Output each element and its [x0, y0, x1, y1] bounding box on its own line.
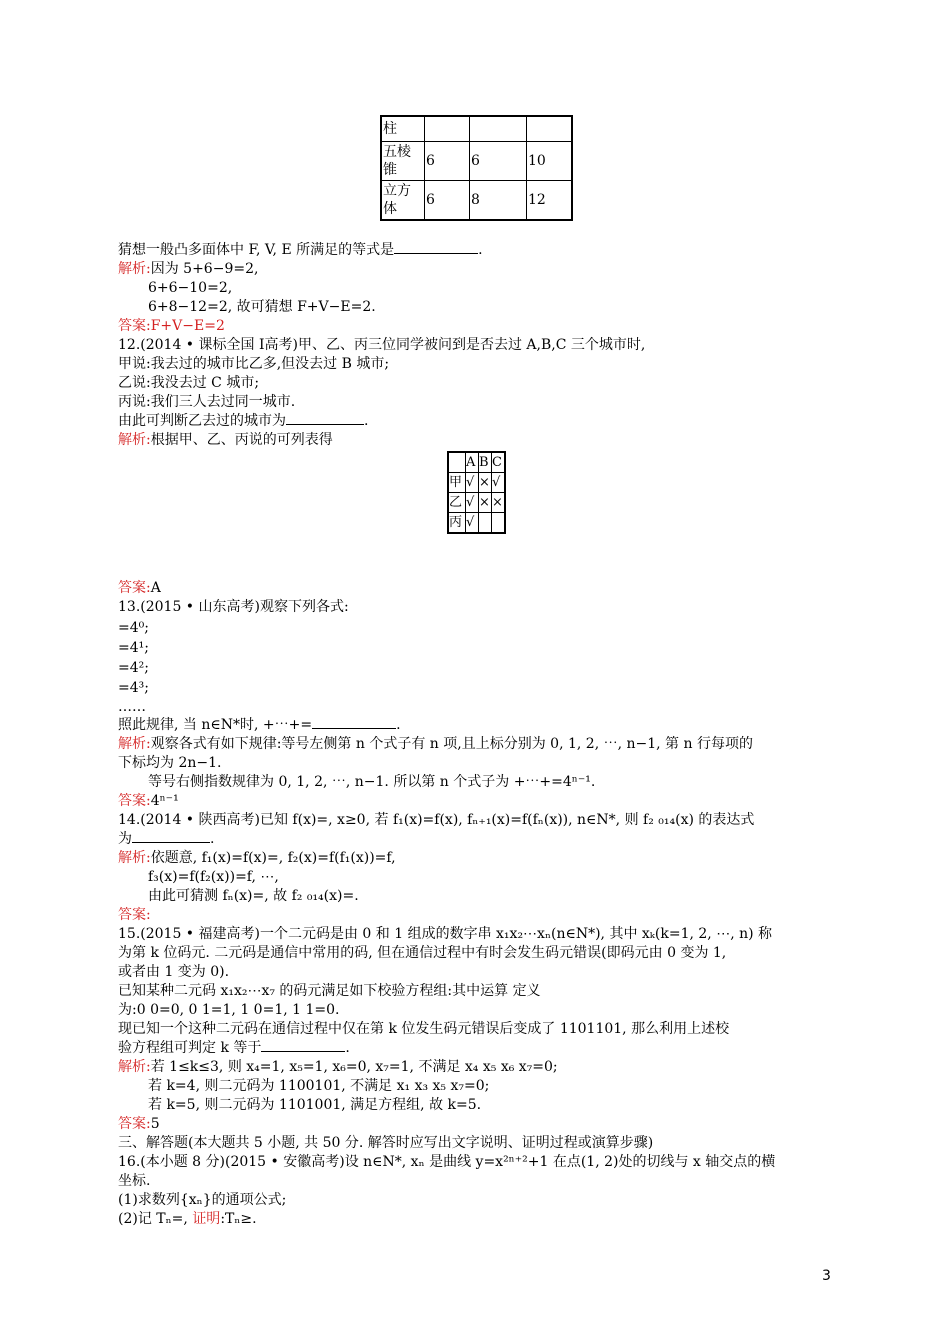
q16-part2: [118, 1210, 257, 1228]
q14-answer: [118, 906, 151, 924]
q15-stem: 15.(2015 • 福建高考)一个二元码是由 0 和 1 组成的数字串 x₁x₂⋯xₙ(n∈N*), 其中 xₖ(k=1, 2, ⋯, n) 称: [118, 926, 773, 942]
q15-stem: 为:0 0=0, 0 1=1, 1 0=1, 1 1=0.: [118, 1002, 340, 1018]
q15-stem: 现已知一个这种二元码在通信过程中仅在第 k 位发生码元错误后变成了 1101101, 那么利用上述校: [118, 1021, 730, 1037]
question-text: 验方程组可判定 k 等于: [118, 1040, 262, 1056]
q11-prompt: [118, 241, 483, 259]
answer-blank: [132, 830, 210, 843]
table-cell: 12: [527, 181, 573, 221]
answer-label: 答案:: [118, 907, 151, 923]
question-text: :Tₙ≥.: [220, 1211, 257, 1227]
q15-stem: 为第 k 位码元. 二元码是通信中常用的码, 但在通信过程中有时会发生码元错误(即码元由 0 变为 1,: [118, 945, 727, 961]
question-text: 由此可判断乙去过的城市为: [118, 413, 286, 429]
table-cell: 丙: [448, 513, 466, 534]
question-text: 猜想一般凸多面体中 F, V, E 所满足的等式是: [118, 242, 395, 258]
table-cell: A: [466, 452, 479, 473]
q13-stem: 13.(2015 • 山东高考)观察下列各式:: [118, 599, 349, 615]
analysis-text: 由此可猜测 fₙ(x)=, 故 f₂ ₀₁₄(x)=.: [148, 888, 359, 904]
table-row: [448, 493, 505, 513]
table-cell: 6: [470, 142, 527, 181]
q14-analysis: [118, 849, 396, 867]
q15-answer: [118, 1115, 160, 1133]
punctuation: .: [396, 717, 401, 733]
table-cell: 6: [425, 181, 470, 221]
q12-stem: 乙说:我没去过 C 城市;: [118, 375, 260, 391]
answer-label: 答案:: [118, 580, 151, 596]
punctuation: .: [210, 831, 215, 847]
q13-equation: =4²;: [118, 660, 149, 676]
punctuation: .: [364, 413, 369, 429]
q13-analysis: [118, 735, 753, 753]
answer-text: F+V−E=2: [150, 318, 225, 334]
answer-label: 答案:: [118, 318, 151, 334]
table-row: [381, 116, 572, 142]
section-heading: 三、解答题(本大题共 5 小题, 共 50 分. 解答时应写出文字说明、证明过程或演算步骤): [118, 1135, 654, 1151]
q12-analysis: [118, 431, 333, 449]
table-cell: 柱: [381, 116, 425, 142]
analysis-text: 若 1≤k≤3, 则 x₄=1, x₅=1, x₆=0, x₇=1, 不满足 x₄ x₅ x₆ x₇=0;: [150, 1059, 558, 1075]
q12-prompt: [118, 412, 368, 430]
table-cell: √: [466, 473, 479, 493]
q16-stem: 坐标.: [118, 1173, 151, 1189]
q11-answer: [118, 317, 225, 335]
answer-label: 答案:: [118, 1116, 151, 1132]
table-cell: 6: [425, 142, 470, 181]
q13-equation: =4³;: [118, 680, 149, 696]
table-row: [381, 142, 572, 181]
question-text: 照此规律, 当 n∈N*时, +⋯+=: [118, 717, 313, 733]
q14-stem: 14.(2014 • 陕西高考)已知 f(x)=, x≥0, 若 f₁(x)=f(x), fₙ₊₁(x)=f(fₙ(x)), n∈N*, 则 f₂ ₀₁₄(x) 的表达式: [118, 812, 755, 828]
q15-stem: 或者由 1 变为 0).: [118, 964, 230, 980]
analysis-text: f₃(x)=f(f₂(x))=f, ⋯,: [148, 869, 279, 885]
analysis-label: 解析:: [118, 432, 151, 448]
q13-prompt: [118, 716, 401, 734]
table-row: [448, 452, 505, 473]
analysis-label: 解析:: [118, 1059, 151, 1075]
q12-answer: [118, 579, 161, 597]
q13-equation: =4⁰;: [118, 620, 149, 636]
table-cell: [448, 452, 466, 473]
table-cell: ×: [492, 493, 506, 513]
q12-stem: 丙说:我们三人去过同一城市.: [118, 394, 296, 410]
q13-equation: =4¹;: [118, 640, 149, 656]
punctuation: .: [478, 242, 483, 258]
q15-stem: 已知某种二元码 x₁x₂⋯x₇ 的码元满足如下校验方程组:其中运算 定义: [118, 983, 541, 999]
answer-text: A: [150, 580, 161, 596]
answer-text: 5: [150, 1116, 160, 1132]
analysis-label: 解析:: [118, 261, 151, 277]
table-cell: √: [492, 473, 506, 493]
analysis-label: 解析:: [118, 850, 151, 866]
q12-stem: 甲说:我去过的城市比乙多,但没去过 B 城市;: [118, 356, 390, 372]
q15-analysis: [118, 1058, 558, 1076]
table-cell: B: [479, 452, 492, 473]
analysis-text: 等号右侧指数规律为 0, 1, 2, ⋯, n−1. 所以第 n 个式子为 +⋯+=4ⁿ⁻¹.: [148, 774, 596, 790]
q11-analysis: [118, 260, 258, 278]
polyhedron-table: [380, 115, 573, 221]
answer-blank: [312, 716, 396, 729]
analysis-text: 观察各式有如下规律:等号左侧第 n 个式子有 n 项,且上标分别为 0, 1, 2, ⋯, n−1, 第 n 行每项的: [150, 736, 753, 752]
question-text: 为: [118, 831, 132, 847]
table-row: [381, 181, 572, 221]
answer-blank: [261, 1039, 345, 1052]
analysis-text: 若 k=5, 则二元码为 1101001, 满足方程组, 故 k=5.: [148, 1097, 482, 1113]
q15-prompt: [118, 1039, 350, 1057]
table-cell: √: [466, 493, 479, 513]
table-cell: [425, 116, 470, 142]
answer-label: 答案:: [118, 793, 151, 809]
table-cell: √: [466, 513, 479, 534]
table-cell: 立方 体: [381, 181, 425, 221]
q14-prompt: [118, 830, 214, 848]
table-cell: 8: [470, 181, 527, 221]
answer-text: 4ⁿ⁻¹: [150, 793, 179, 809]
q12-stem: 12.(2014 • 课标全国 Ⅰ高考)甲、乙、丙三位同学被问到是否去过 A,B,C 三个城市时,: [118, 337, 646, 353]
q13-ellipsis: ……: [118, 699, 146, 715]
table-row: [448, 513, 505, 534]
analysis-text: 根据甲、乙、丙说的可列表得: [150, 432, 333, 448]
page-number: 3: [822, 1268, 831, 1284]
table-cell: C: [492, 452, 506, 473]
analysis-label: 解析:: [118, 736, 151, 752]
table-cell: [470, 116, 527, 142]
proof-keyword: 证明: [192, 1211, 221, 1227]
analysis-text: 6+6−10=2,: [148, 280, 233, 296]
table-cell: [492, 513, 506, 534]
q16-stem: 16.(本小题 8 分)(2015 • 安徽高考)设 n∈N*, xₙ 是曲线 y=x²ⁿ⁺²+1 在点(1, 2)处的切线与 x 轴交点的横: [118, 1154, 776, 1170]
table-cell: [479, 513, 492, 534]
q16-part1: (1)求数列{xₙ}的通项公式;: [118, 1192, 287, 1208]
analysis-text: 下标均为 2n−1.: [118, 755, 222, 771]
answer-blank: [286, 412, 364, 425]
table-cell: 乙: [448, 493, 466, 513]
table-cell: 甲: [448, 473, 466, 493]
table-cell: ×: [479, 493, 492, 513]
table-cell: 五棱 锥: [381, 142, 425, 181]
analysis-text: 若 k=4, 则二元码为 1100101, 不满足 x₁ x₃ x₅ x₇=0;: [148, 1078, 490, 1094]
analysis-text: 6+8−12=2, 故可猜想 F+V−E=2.: [148, 299, 376, 315]
punctuation: .: [345, 1040, 350, 1056]
city-table: [447, 451, 506, 534]
analysis-text: 依题意, f₁(x)=f(x)=, f₂(x)=f(f₁(x))=f,: [150, 850, 396, 866]
table-cell: 10: [527, 142, 573, 181]
question-text: (2)记 Tₙ=,: [118, 1211, 193, 1227]
table-cell: [527, 116, 573, 142]
q13-answer: [118, 792, 179, 810]
table-row: [448, 473, 505, 493]
analysis-text: 因为 5+6−9=2,: [150, 261, 259, 277]
answer-blank: [394, 241, 478, 254]
table-cell: ×: [479, 473, 492, 493]
